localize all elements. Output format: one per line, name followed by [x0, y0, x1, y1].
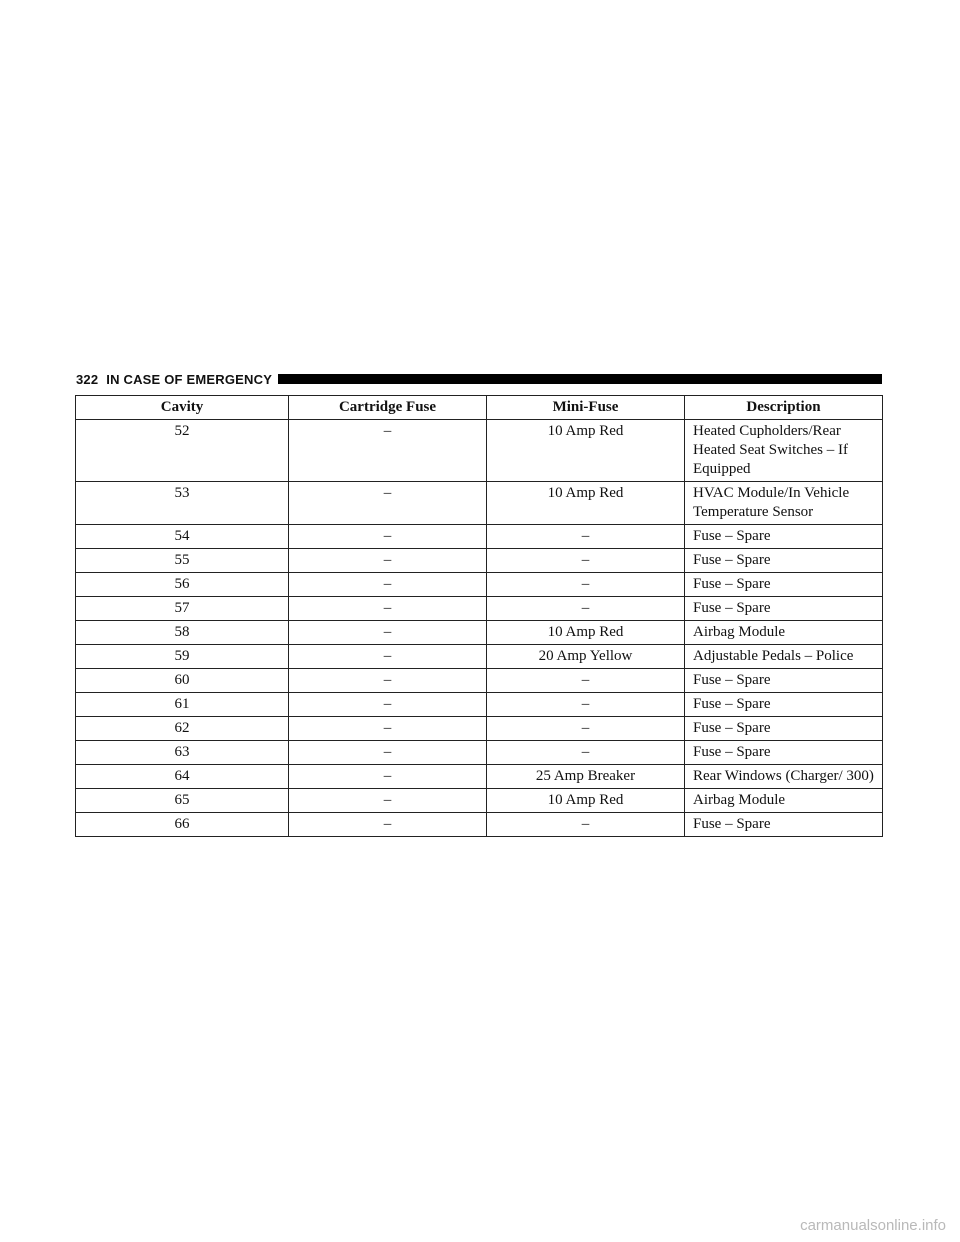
cell-cavity: 56	[76, 573, 289, 597]
table-row	[76, 573, 883, 597]
cell-mini-fuse: 10 Amp Red	[487, 621, 685, 645]
cell-cavity: 61	[76, 693, 289, 717]
cell-mini-fuse: –	[487, 525, 685, 549]
cell-cartridge-fuse: –	[289, 482, 487, 525]
cell-description: Fuse – Spare	[685, 813, 883, 837]
table-row	[76, 549, 883, 573]
fuse-table	[75, 395, 883, 837]
table-header	[76, 396, 883, 420]
table-row	[76, 621, 883, 645]
cell-cartridge-fuse: –	[289, 420, 487, 482]
header-row	[76, 396, 883, 420]
footer-watermark: carmanualsonline.info	[800, 1217, 946, 1234]
cell-cavity: 53	[76, 482, 289, 525]
table-row	[76, 717, 883, 741]
cell-cavity: 60	[76, 669, 289, 693]
cell-description: Fuse – Spare	[685, 669, 883, 693]
cell-mini-fuse: –	[487, 693, 685, 717]
cell-description: Fuse – Spare	[685, 549, 883, 573]
cell-description: Fuse – Spare	[685, 717, 883, 741]
cell-cartridge-fuse: –	[289, 693, 487, 717]
cell-cartridge-fuse: –	[289, 621, 487, 645]
cell-cartridge-fuse: –	[289, 765, 487, 789]
cell-description: HVAC Module/In Vehicle Temperature Sensor	[685, 482, 883, 525]
cell-cartridge-fuse: –	[289, 549, 487, 573]
table-row	[76, 420, 883, 482]
cell-cavity: 54	[76, 525, 289, 549]
cell-cartridge-fuse: –	[289, 573, 487, 597]
cell-cavity: 65	[76, 789, 289, 813]
cell-description: Fuse – Spare	[685, 693, 883, 717]
cell-description: Adjustable Pedals – Police	[685, 645, 883, 669]
header-description: Description	[685, 396, 883, 420]
table-row	[76, 482, 883, 525]
table-row	[76, 669, 883, 693]
table-row	[76, 597, 883, 621]
cell-cavity: 52	[76, 420, 289, 482]
cell-mini-fuse: 25 Amp Breaker	[487, 765, 685, 789]
cell-cartridge-fuse: –	[289, 525, 487, 549]
cell-mini-fuse: 10 Amp Red	[487, 482, 685, 525]
cell-description: Airbag Module	[685, 789, 883, 813]
table-row	[76, 813, 883, 837]
cell-cavity: 59	[76, 645, 289, 669]
cell-mini-fuse: –	[487, 741, 685, 765]
page-number: 322	[76, 371, 99, 387]
cell-mini-fuse: –	[487, 813, 685, 837]
cell-description: Airbag Module	[685, 621, 883, 645]
cell-description: Rear Windows (Charger/ 300)	[685, 765, 883, 789]
cell-description: Fuse – Spare	[685, 597, 883, 621]
table-row	[76, 741, 883, 765]
header-cavity: Cavity	[76, 396, 289, 420]
cell-cartridge-fuse: –	[289, 669, 487, 693]
header-cartridge-fuse: Cartridge Fuse	[289, 396, 487, 420]
cell-mini-fuse: 20 Amp Yellow	[487, 645, 685, 669]
cell-mini-fuse: –	[487, 597, 685, 621]
table-row	[76, 645, 883, 669]
cell-description: Fuse – Spare	[685, 741, 883, 765]
cell-mini-fuse: 10 Amp Red	[487, 420, 685, 482]
cell-cartridge-fuse: –	[289, 717, 487, 741]
cell-cavity: 63	[76, 741, 289, 765]
cell-description: Fuse – Spare	[685, 573, 883, 597]
running-header	[76, 369, 882, 389]
table-row	[76, 525, 883, 549]
header-rule	[278, 374, 882, 384]
table-body	[76, 420, 883, 837]
table-row	[76, 765, 883, 789]
section-title: IN CASE OF EMERGENCY	[106, 371, 273, 387]
table-row	[76, 789, 883, 813]
cell-description: Fuse – Spare	[685, 525, 883, 549]
cell-mini-fuse: –	[487, 717, 685, 741]
cell-cavity: 57	[76, 597, 289, 621]
cell-mini-fuse: –	[487, 549, 685, 573]
cell-cartridge-fuse: –	[289, 789, 487, 813]
cell-cartridge-fuse: –	[289, 741, 487, 765]
table-row	[76, 693, 883, 717]
cell-mini-fuse: –	[487, 573, 685, 597]
cell-cartridge-fuse: –	[289, 813, 487, 837]
cell-cavity: 64	[76, 765, 289, 789]
cell-cavity: 58	[76, 621, 289, 645]
cell-cartridge-fuse: –	[289, 645, 487, 669]
cell-description: Heated Cupholders/Rear Heated Seat Switches – If Equipped	[685, 420, 883, 482]
header-mini-fuse: Mini-Fuse	[487, 396, 685, 420]
cell-cartridge-fuse: –	[289, 597, 487, 621]
cell-cavity: 66	[76, 813, 289, 837]
cell-mini-fuse: –	[487, 669, 685, 693]
cell-cavity: 55	[76, 549, 289, 573]
cell-cavity: 62	[76, 717, 289, 741]
cell-mini-fuse: 10 Amp Red	[487, 789, 685, 813]
